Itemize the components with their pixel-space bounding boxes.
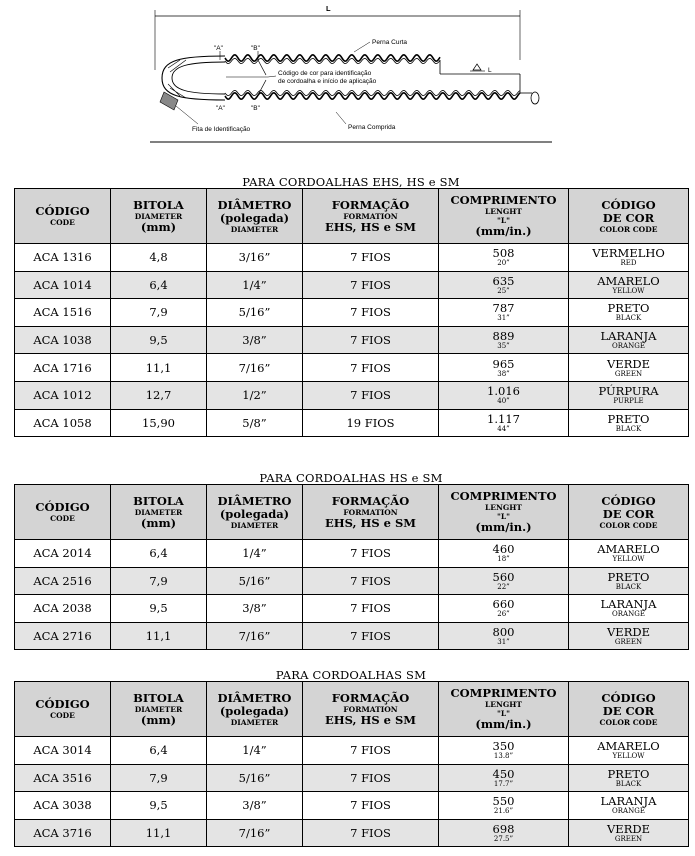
long-leg-label: Perna Comprida	[348, 124, 396, 131]
table-row	[15, 595, 689, 623]
length-inch: 22”	[497, 582, 510, 591]
header-formacao: FORMAÇÃO FORMATION EHS, HS e SM	[303, 485, 439, 540]
cell-bitola: 9,5	[111, 326, 207, 354]
color-pt: VERDE	[607, 356, 650, 371]
header-row	[15, 189, 689, 244]
long-leg-wave	[225, 93, 520, 99]
header-formacao: FORMAÇÃO FORMATION EHS, HS e SM	[303, 682, 439, 737]
dimension-label: L	[326, 4, 331, 13]
color-en: BLACK	[615, 582, 642, 591]
long-leg-wave-inner	[225, 90, 520, 95]
cell-diametro: 3/8”	[207, 792, 303, 820]
cell-bitola: 9,5	[111, 595, 207, 623]
header-row	[15, 682, 689, 737]
cell-diametro: 7/16”	[207, 819, 303, 847]
length-inch: 31”	[497, 314, 510, 323]
cell-comprimento	[439, 354, 569, 382]
cell-comprimento	[439, 622, 569, 650]
color-en: ORANGE	[612, 610, 645, 619]
cell-cor	[569, 326, 689, 354]
cell-diametro: 7/16”	[207, 622, 303, 650]
strand-end-cap	[531, 92, 539, 104]
table-title-sm: PARA CORDOALHAS SM	[275, 668, 427, 682]
cell-diametro: 1/4”	[207, 271, 303, 299]
cell-cor	[569, 764, 689, 792]
color-pt: PÚRPURA	[598, 384, 659, 399]
cell-cor	[569, 737, 689, 765]
cell-bitola: 7,9	[111, 299, 207, 327]
cell-code: ACA 2716	[15, 622, 111, 650]
header-bitola: BITOLA DIAMETER (mm)	[111, 485, 207, 540]
table-row	[15, 271, 689, 299]
cell-comprimento	[439, 326, 569, 354]
length-inch: 44”	[497, 424, 510, 433]
cell-cor	[569, 299, 689, 327]
color-en: GREEN	[614, 638, 643, 647]
cell-comprimento	[439, 381, 569, 409]
spec-table-sm	[14, 681, 689, 847]
offset-label: L	[488, 67, 492, 74]
color-pt: PRETO	[607, 411, 650, 426]
cell-bitola: 11,1	[111, 819, 207, 847]
header-codigo: CÓDIGO CODE	[15, 485, 111, 540]
length-inch: 17.7”	[493, 779, 514, 788]
cell-formacao: 7 FIOS	[303, 299, 439, 327]
color-en: PURPLE	[613, 397, 644, 406]
table-row	[15, 764, 689, 792]
cell-cor	[569, 792, 689, 820]
cell-comprimento	[439, 244, 569, 272]
cell-diametro: 5/16”	[207, 299, 303, 327]
color-en: GREEN	[614, 835, 643, 844]
color-en: YELLOW	[612, 286, 645, 295]
cell-formacao: 7 FIOS	[303, 244, 439, 272]
loop-inner	[172, 62, 225, 94]
cell-cor	[569, 271, 689, 299]
label-b-bottom: "B"	[251, 105, 260, 112]
header-comprimento: COMPRIMENTO LENGHT "L" (mm/in.)	[439, 682, 569, 737]
cell-code: ACA 1014	[15, 271, 111, 299]
cell-comprimento	[439, 540, 569, 568]
cell-code: ACA 1316	[15, 244, 111, 272]
cell-diametro: 5/16”	[207, 567, 303, 595]
length-mm: 460	[492, 542, 515, 557]
cell-formacao: 7 FIOS	[303, 381, 439, 409]
length-inch: 31”	[497, 638, 510, 647]
length-inch: 35”	[497, 342, 510, 351]
header-comprimento: COMPRIMENTO LENGHT "L" (mm/in.)	[439, 485, 569, 540]
table-row	[15, 299, 689, 327]
cell-comprimento	[439, 409, 569, 437]
cell-diametro: 3/8”	[207, 326, 303, 354]
table-row	[15, 819, 689, 847]
header-codigo-de-cor: CÓDIGO DE COR COLOR CODE	[569, 485, 689, 540]
color-en: ORANGE	[612, 807, 645, 816]
length-mm: 660	[492, 597, 515, 612]
table-row	[15, 409, 689, 437]
cell-cor	[569, 244, 689, 272]
cell-bitola: 15,90	[111, 409, 207, 437]
color-en: BLACK	[615, 779, 642, 788]
length-mm: 965	[492, 356, 515, 371]
color-pt: VERDE	[607, 822, 650, 837]
color-en: YELLOW	[612, 752, 645, 761]
table-row	[15, 540, 689, 568]
cell-code: ACA 3716	[15, 819, 111, 847]
header-diametro: DIÂMETRO (polegada) DIAMETER	[207, 682, 303, 737]
cell-comprimento	[439, 271, 569, 299]
length-mm: 800	[492, 625, 515, 640]
length-inch: 18”	[497, 555, 510, 564]
cell-cor	[569, 622, 689, 650]
color-en: YELLOW	[612, 555, 645, 564]
color-pt: AMARELO	[597, 542, 660, 557]
header-diametro: DIÂMETRO (polegada) DIAMETER	[207, 485, 303, 540]
long-leg-leader	[336, 112, 346, 124]
table-row	[15, 792, 689, 820]
cell-bitola: 6,4	[111, 737, 207, 765]
cell-comprimento	[439, 299, 569, 327]
cell-formacao: 7 FIOS	[303, 764, 439, 792]
length-mm: 1.117	[487, 411, 520, 426]
table-row	[15, 567, 689, 595]
length-mm: 698	[492, 822, 515, 837]
header-codigo-de-cor: CÓDIGO DE COR COLOR CODE	[569, 682, 689, 737]
cell-comprimento	[439, 595, 569, 623]
color-code-leader	[268, 76, 276, 77]
cell-bitola: 7,9	[111, 567, 207, 595]
length-inch: 20”	[497, 259, 510, 268]
table-row	[15, 326, 689, 354]
short-leg-label: Perna Curta	[372, 39, 408, 46]
cell-comprimento	[439, 792, 569, 820]
length-mm: 1.016	[487, 384, 520, 399]
header-row	[15, 485, 689, 540]
cell-code: ACA 1716	[15, 354, 111, 382]
cell-bitola: 7,9	[111, 764, 207, 792]
label-a-bottom: "A"	[216, 105, 225, 112]
cell-diametro: 7/16”	[207, 354, 303, 382]
cell-formacao: 7 FIOS	[303, 595, 439, 623]
cell-diametro: 3/8”	[207, 595, 303, 623]
cell-bitola: 6,4	[111, 540, 207, 568]
cell-formacao: 19 FIOS	[303, 409, 439, 437]
table-row	[15, 622, 689, 650]
table-row	[15, 354, 689, 382]
length-mm: 889	[492, 329, 515, 344]
color-pt: LARANJA	[600, 329, 657, 344]
cell-comprimento	[439, 819, 569, 847]
length-mm: 508	[492, 246, 515, 261]
color-en: BLACK	[615, 314, 642, 323]
color-code-line1: Código de cor para identificação	[278, 70, 372, 77]
length-mm: 350	[492, 739, 515, 754]
header-diametro: DIÂMETRO (polegada) DIAMETER	[207, 189, 303, 244]
short-leg-wave	[225, 55, 440, 61]
table-title-hs-sm: PARA CORDOALHAS HS e SM	[259, 471, 443, 485]
cell-formacao: 7 FIOS	[303, 622, 439, 650]
cell-comprimento	[439, 764, 569, 792]
short-leg-leader	[354, 42, 370, 52]
table-row	[15, 381, 689, 409]
header-codigo: CÓDIGO CODE	[15, 682, 111, 737]
length-mm: 560	[492, 569, 515, 584]
color-pt: AMARELO	[597, 739, 660, 754]
length-inch: 40”	[497, 397, 510, 406]
cell-code: ACA 1058	[15, 409, 111, 437]
length-inch: 38”	[497, 369, 510, 378]
length-inch: 21.6”	[493, 807, 514, 816]
loop-outer	[162, 56, 225, 100]
cell-diametro: 1/4”	[207, 540, 303, 568]
cell-comprimento	[439, 567, 569, 595]
length-inch: 27.5”	[493, 835, 514, 844]
cell-diametro: 5/8”	[207, 409, 303, 437]
color-pt: PRETO	[607, 766, 650, 781]
triangle-mark	[473, 64, 481, 70]
cell-cor	[569, 354, 689, 382]
color-pt: LARANJA	[600, 597, 657, 612]
cell-cor	[569, 409, 689, 437]
header-bitola: BITOLA DIAMETER (mm)	[111, 682, 207, 737]
cell-code: ACA 1012	[15, 381, 111, 409]
cell-diametro: 1/2”	[207, 381, 303, 409]
cell-comprimento	[439, 737, 569, 765]
cell-code: ACA 3516	[15, 764, 111, 792]
color-en: GREEN	[614, 369, 643, 378]
header-comprimento: COMPRIMENTO LENGHT "L" (mm/in.)	[439, 189, 569, 244]
cell-formacao: 7 FIOS	[303, 271, 439, 299]
cell-code: ACA 3038	[15, 792, 111, 820]
cell-code: ACA 1516	[15, 299, 111, 327]
cell-diametro: 1/4”	[207, 737, 303, 765]
cell-formacao: 7 FIOS	[303, 737, 439, 765]
cell-formacao: 7 FIOS	[303, 540, 439, 568]
color-pt: AMARELO	[597, 273, 660, 288]
cell-bitola: 11,1	[111, 622, 207, 650]
cell-formacao: 7 FIOS	[303, 567, 439, 595]
length-inch: 26”	[497, 610, 510, 619]
cell-diametro: 5/16”	[207, 764, 303, 792]
label-b-top: "B"	[251, 45, 260, 52]
color-pt: LARANJA	[600, 794, 657, 809]
table-row	[15, 244, 689, 272]
cell-cor	[569, 540, 689, 568]
table-title-ehs-hs-sm: PARA CORDOALHAS EHS, HS e SM	[242, 175, 460, 189]
id-tape-label: Fita de Identificação	[192, 126, 251, 133]
cell-cor	[569, 381, 689, 409]
cell-formacao: 7 FIOS	[303, 792, 439, 820]
header-codigo: CÓDIGO CODE	[15, 189, 111, 244]
color-pt: VERMELHO	[592, 246, 665, 261]
spec-table-hs-sm	[14, 484, 689, 650]
spec-table-ehs-hs-sm	[14, 188, 689, 437]
cell-cor	[569, 595, 689, 623]
length-inch: 13.8”	[493, 752, 514, 761]
cell-diametro: 3/16”	[207, 244, 303, 272]
length-mm: 550	[492, 794, 515, 809]
length-mm: 450	[492, 766, 515, 781]
length-mm: 635	[492, 273, 515, 288]
length-mm: 787	[492, 301, 515, 316]
cell-code: ACA 2014	[15, 540, 111, 568]
color-pt: PRETO	[607, 569, 650, 584]
cell-code: ACA 3014	[15, 737, 111, 765]
cell-bitola: 6,4	[111, 271, 207, 299]
cell-cor	[569, 567, 689, 595]
cell-formacao: 7 FIOS	[303, 819, 439, 847]
cell-code: ACA 2038	[15, 595, 111, 623]
color-en: RED	[620, 259, 637, 268]
color-code-line2: de cordoalha e início de aplicação	[278, 78, 377, 85]
guy-grip-diagram	[140, 0, 560, 150]
cell-bitola: 4,8	[111, 244, 207, 272]
color-en: BLACK	[615, 424, 642, 433]
cell-formacao: 7 FIOS	[303, 354, 439, 382]
cell-cor	[569, 819, 689, 847]
header-codigo-de-cor: CÓDIGO DE COR COLOR CODE	[569, 189, 689, 244]
label-a-top: "A"	[214, 45, 223, 52]
length-inch: 25”	[497, 286, 510, 295]
cell-bitola: 11,1	[111, 354, 207, 382]
id-tape-leader	[176, 106, 198, 124]
header-formacao: FORMAÇÃO FORMATION EHS, HS e SM	[303, 189, 439, 244]
color-pt: PRETO	[607, 301, 650, 316]
id-tape	[160, 92, 178, 110]
table-row	[15, 737, 689, 765]
header-bitola: BITOLA DIAMETER (mm)	[111, 189, 207, 244]
cell-code: ACA 1038	[15, 326, 111, 354]
cell-formacao: 7 FIOS	[303, 326, 439, 354]
color-en: ORANGE	[612, 342, 645, 351]
cell-code: ACA 2516	[15, 567, 111, 595]
color-pt: VERDE	[607, 625, 650, 640]
cell-bitola: 9,5	[111, 792, 207, 820]
cell-bitola: 12,7	[111, 381, 207, 409]
